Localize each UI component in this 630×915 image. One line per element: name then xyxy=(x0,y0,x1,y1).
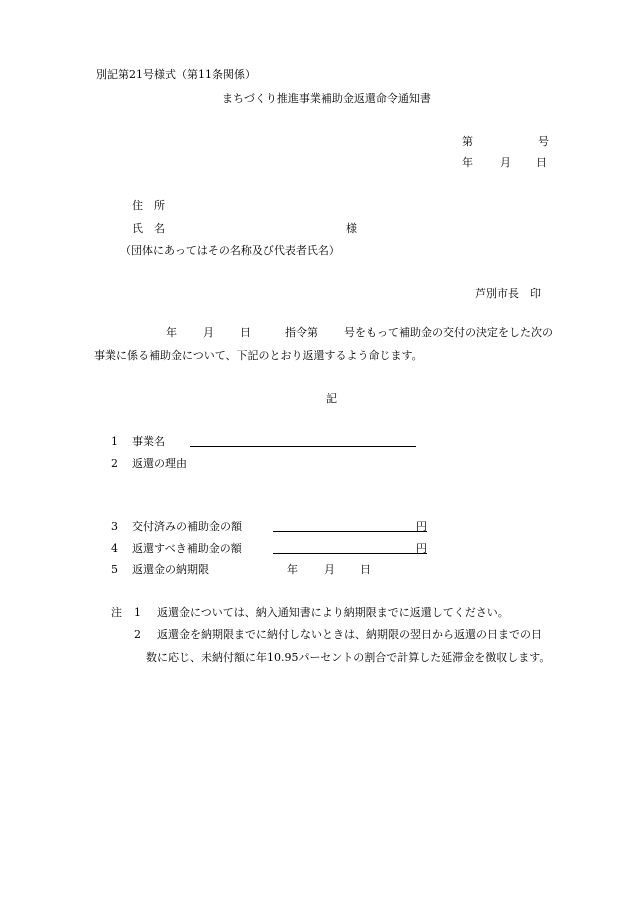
item3-number: 3 xyxy=(111,520,118,533)
ref-hi: 日 xyxy=(536,156,547,169)
body-line2: 事業に係る補助金について、下記のとおり返還するよう命じます。 xyxy=(94,349,423,362)
ref-go: 号 xyxy=(538,135,549,148)
ki-heading: 記 xyxy=(326,392,337,405)
ref-nen: 年 xyxy=(462,156,473,169)
note2-number: 2 xyxy=(134,628,141,641)
order-number-prefix: 指令第 xyxy=(285,326,318,339)
item2-number: 2 xyxy=(111,457,118,470)
item5-tsuki: 月 xyxy=(324,563,335,576)
note2-line1: 返還金を納期限までに納付しないときは、納期限の翌日から返還の日までの日 xyxy=(157,628,542,641)
seal-mark: 印 xyxy=(530,287,541,300)
item3-yen: 円 xyxy=(416,520,427,533)
form-number: 別記第21号様式（第11条関係） xyxy=(96,68,256,81)
honorific: 様 xyxy=(346,222,357,235)
body-nen: 年 xyxy=(166,326,177,339)
address-label: 住 所 xyxy=(132,199,165,212)
item4-yen: 円 xyxy=(416,542,427,555)
item3-blank-line xyxy=(273,531,427,532)
note2-line2: 数に応じ、未納付額に年10.95パーセントの割合で計算した延滞金を徴収します。 xyxy=(146,651,551,664)
item5-label: 返還金の納期限 xyxy=(132,563,209,576)
item4-label: 返還すべき補助金の額 xyxy=(132,542,242,555)
item2-label: 返還の理由 xyxy=(132,457,187,470)
note1-text: 返還金については、納入通知書により納期限までに返還してください。 xyxy=(157,606,509,619)
ref-tsuki: 月 xyxy=(500,156,511,169)
item5-nen: 年 xyxy=(287,563,298,576)
item5-number: 5 xyxy=(111,563,118,576)
item3-label: 交付済みの補助金の額 xyxy=(132,520,242,533)
item4-blank-line xyxy=(273,553,427,554)
item1-blank-line xyxy=(190,446,416,447)
body-tsuki: 月 xyxy=(203,326,214,339)
item4-number: 4 xyxy=(111,542,118,555)
body-line1: 号をもって補助金の交付の決定をした次の xyxy=(344,326,553,339)
body-hi: 日 xyxy=(240,326,251,339)
name-label: 氏 名 xyxy=(132,222,165,235)
note1-number: 1 xyxy=(134,606,141,619)
notes-prefix: 注 xyxy=(111,606,122,619)
item1-number: 1 xyxy=(111,435,118,448)
ref-dai: 第 xyxy=(462,135,473,148)
item1-label: 事業名 xyxy=(132,435,165,448)
issuer-title: 芦別市長 xyxy=(475,287,519,300)
group-note: （団体にあってはその名称及び代表者氏名） xyxy=(120,244,340,257)
item5-hi: 日 xyxy=(360,563,371,576)
document-title: まちづくり推進事業補助金返還命令通知書 xyxy=(222,92,431,105)
